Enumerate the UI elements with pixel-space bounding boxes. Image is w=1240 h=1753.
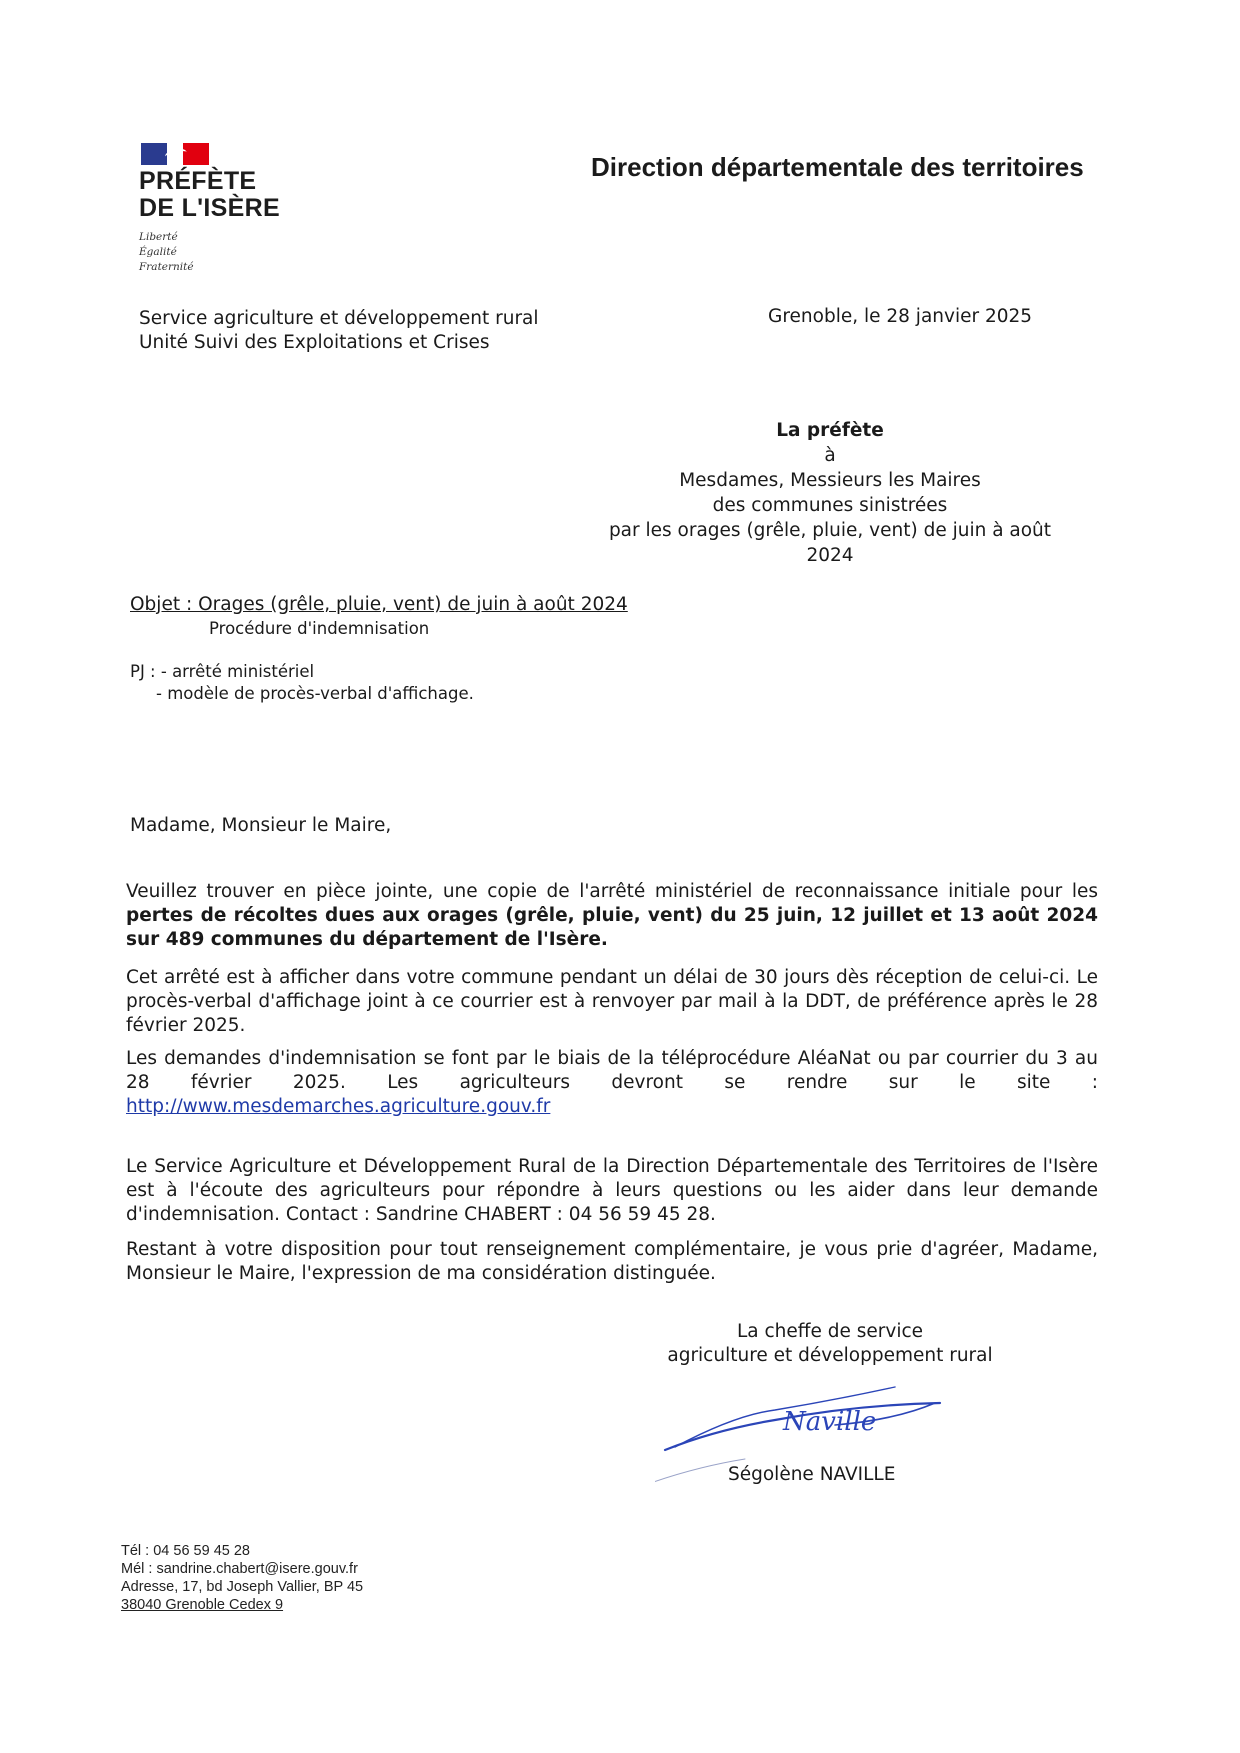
- service-line-2: Unité Suivi des Exploitations et Crises: [139, 332, 490, 353]
- logo-line-1: PRÉFÈTE: [139, 167, 257, 195]
- paragraph-2: Cet arrêté est à afficher dans votre commune pendant un délai de 30 jours dès réception de celui-ci. Le procès-verbal d'affichage joint à ce courrier est à renvoyer par mail à la DDT, de préférence après le 28 février 2025.: [126, 967, 1098, 1036]
- paragraph-1-bold: pertes de récoltes dues aux orages (grêle, pluie, vent) du 25 juin, 12 juillet et 13 août 2024 sur 489 communes du département de l'Isère.: [126, 905, 1098, 950]
- subject-line: Objet : Orages (grêle, pluie, vent) de juin à août 2024: [130, 594, 628, 615]
- service-line-1: Service agriculture et développement rural: [139, 308, 539, 329]
- paragraph-5: Restant à votre disposition pour tout renseignement complémentaire, je vous prie d'agréer, Madame, Monsieur le Maire, l'expression de ma considération distinguée.: [126, 1239, 1098, 1284]
- signature-title-2: agriculture et développement rural: [667, 1345, 993, 1366]
- subject-subline: Procédure d'indemnisation: [209, 619, 430, 638]
- motto-fraternite: Fraternité: [139, 261, 194, 273]
- mesdemarches-link[interactable]: http://www.mesdemarches.agriculture.gouv.fr: [126, 1096, 551, 1117]
- footer-address: Adresse, 17, bd Joseph Vallier, BP 45: [121, 1579, 364, 1595]
- prefecture-logo: [139, 140, 309, 275]
- paragraph-3: [126, 1047, 1098, 1119]
- recipient-sender: La préfète: [776, 420, 884, 441]
- salutation: Madame, Monsieur le Maire,: [130, 815, 392, 836]
- motto-egalite: Égalité: [139, 246, 177, 258]
- paragraph-4: Le Service Agriculture et Développement Rural de la Direction Départementale des Territoires de l'Isère est à l'écoute des agriculteurs pour répondre à leurs questions ou les aider dans leur demande d'indemnisation. Contact : Sandrine CHABERT : 04 56 59 45 28.: [126, 1156, 1098, 1225]
- attachment-2: - modèle de procès-verbal d'affichage.: [156, 684, 474, 703]
- marianne-flag-icon: [139, 140, 211, 168]
- logo-line-2: DE L'ISÈRE: [139, 194, 280, 222]
- service-block: [139, 307, 539, 355]
- recipient-to: à: [824, 445, 836, 466]
- footer-tel: Tél : 04 56 59 45 28: [121, 1543, 250, 1559]
- subject-block: [130, 593, 628, 641]
- attachment-1: PJ : - arrêté ministériel: [130, 662, 315, 681]
- recipient-line-3: par les orages (grêle, pluie, vent) de juin à août 2024: [608, 520, 1052, 566]
- paragraph-1: [126, 880, 1098, 952]
- signature-handwriting: Naville: [783, 1407, 877, 1437]
- attachments-block: [130, 661, 474, 705]
- direction-title: Direction départementale des territoires: [591, 152, 1084, 182]
- footer-mel: Mél : sandrine.chabert@isere.gouv.fr: [121, 1561, 358, 1577]
- footer-contact: [121, 1542, 363, 1614]
- footer-postcode: 38040 Grenoble Cedex 9: [121, 1597, 284, 1613]
- signature-block: [600, 1320, 1060, 1368]
- letter-date: Grenoble, le 28 janvier 2025: [768, 306, 1033, 327]
- recipient-block: [584, 418, 1076, 568]
- signature-title-1: La cheffe de service: [736, 1321, 924, 1342]
- signatory-name: Ségolène NAVILLE: [728, 1464, 896, 1485]
- motto-liberte: Liberté: [139, 231, 178, 243]
- paragraph-3-text: Les demandes d'indemnisation se font par le biais de la téléprocédure AléaNat ou par courrier du 3 au 28 février 2025. Les agriculteurs devront se rendre sur le site :: [126, 1048, 1098, 1093]
- recipient-line-2: des communes sinistrées: [712, 495, 948, 516]
- recipient-line-1: Mesdames, Messieurs les Maires: [679, 470, 981, 491]
- paragraph-1-text: Veuillez trouver en pièce jointe, une copie de l'arrêté ministériel de reconnaissance initiale pour les: [126, 881, 1098, 902]
